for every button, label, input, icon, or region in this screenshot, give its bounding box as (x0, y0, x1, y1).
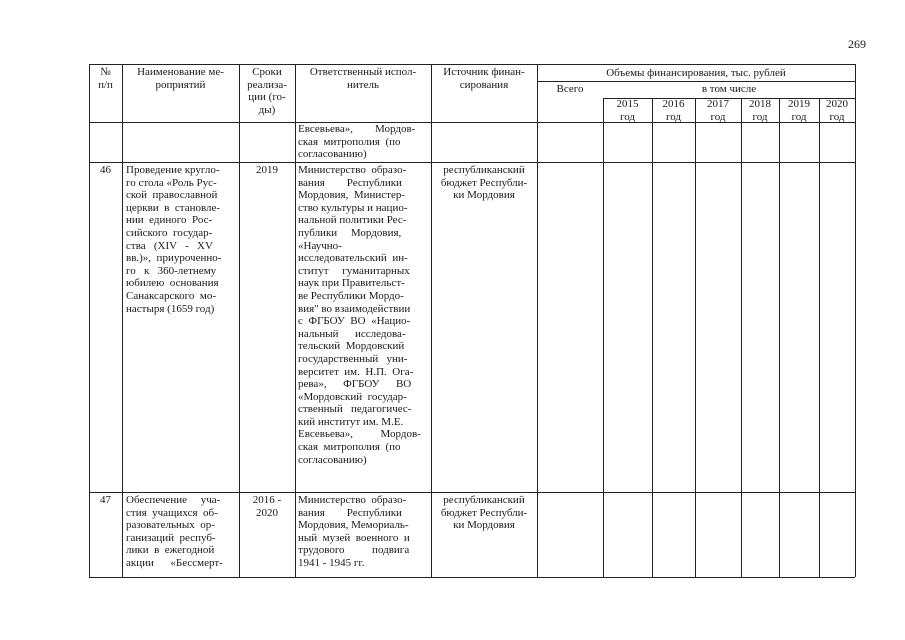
col-separator (819, 98, 820, 577)
row-term: 2019 (256, 164, 278, 176)
header-num: № п/п (98, 66, 113, 91)
header-source: Источник финан- сирования (443, 66, 525, 91)
col-separator (695, 98, 696, 577)
header-term: Сроки реализа- ции (го- ды) (247, 66, 287, 116)
row-divider (89, 492, 855, 493)
table-border-bottom (89, 577, 855, 578)
row-source: республиканский бюджет Республи- ки Мордовия (440, 164, 528, 202)
header-volume: Объемы финансирования, тыс. рублей (606, 67, 786, 79)
row-term: 2016 - 2020 (252, 494, 282, 519)
header-year: 2015 год (616, 98, 639, 123)
page-number: 269 (848, 37, 866, 51)
col-separator (741, 98, 742, 577)
header-year: 2020 год (826, 98, 848, 123)
col-separator (603, 98, 604, 577)
header-total: Всего (556, 83, 584, 95)
row-divider (89, 162, 855, 163)
header-incl: в том числе (701, 83, 757, 95)
header-year: 2017 год (707, 98, 729, 123)
row-executor: Министерство образо- вания Республики Мордовия, Мемориаль- ный музей военного и трудового подвига 1941 - 1945 гг. (298, 494, 410, 569)
header-year: 2016 год (662, 98, 685, 123)
col-separator (652, 98, 653, 577)
row-source: республиканский бюджет Республи- ки Мордовия (440, 494, 528, 532)
financing-table (89, 64, 855, 577)
row-executor: Министерство образо- вания Республики Мордовия, Министер- ство культуры и нацио- нальной политики Рес- публики Мордовия, «Научно- исследовательский ин- ститут гуманитарных наук при Правительст- ве Республики Мордо- вия" во взаимодействии с ФГБОУ ВО «Нацио- нальный исследова- тельский Мордовский государственный уни- верситет им. Н.П. Ога- рева», ФГБОУ ВО «Мордовский государ- ственный педагогичес- кий институт им. М.Е. Евсевьева», Мордов- ская митрополия (по согласованию) (298, 164, 421, 466)
row-num: 46 (100, 164, 111, 176)
col-separator (537, 64, 538, 577)
table-border-top (89, 64, 855, 65)
header-divider (537, 81, 855, 82)
row-name: Обеспечение уча- стия учащихся об- разовательных ор- ганизаций респуб- лики в ежегодной акции «Бессмерт- (126, 494, 223, 569)
col-separator (122, 64, 123, 577)
header-year: 2019 год (788, 98, 810, 123)
header-name: Наименование ме- роприятий (137, 66, 224, 91)
col-separator (295, 64, 296, 577)
col-separator (779, 98, 780, 577)
header-executor: Ответственный испол- нитель (309, 66, 417, 91)
row-executor: Евсевьева», Мордов- ская митрополия (по согласованию) (298, 123, 416, 161)
row-num: 47 (100, 494, 111, 506)
table-border-right (855, 64, 856, 577)
header-year: 2018 год (749, 98, 771, 123)
row-name: Проведение кругло- го стола «Роль Рус- ской православной церкви в становле- нии единого Рос- сийского государ- ства (XIV - XV вв.)», приуроченно- го к 360-летнему юбилею основания Санаксарского мо- настыря (1659 год) (126, 164, 222, 315)
